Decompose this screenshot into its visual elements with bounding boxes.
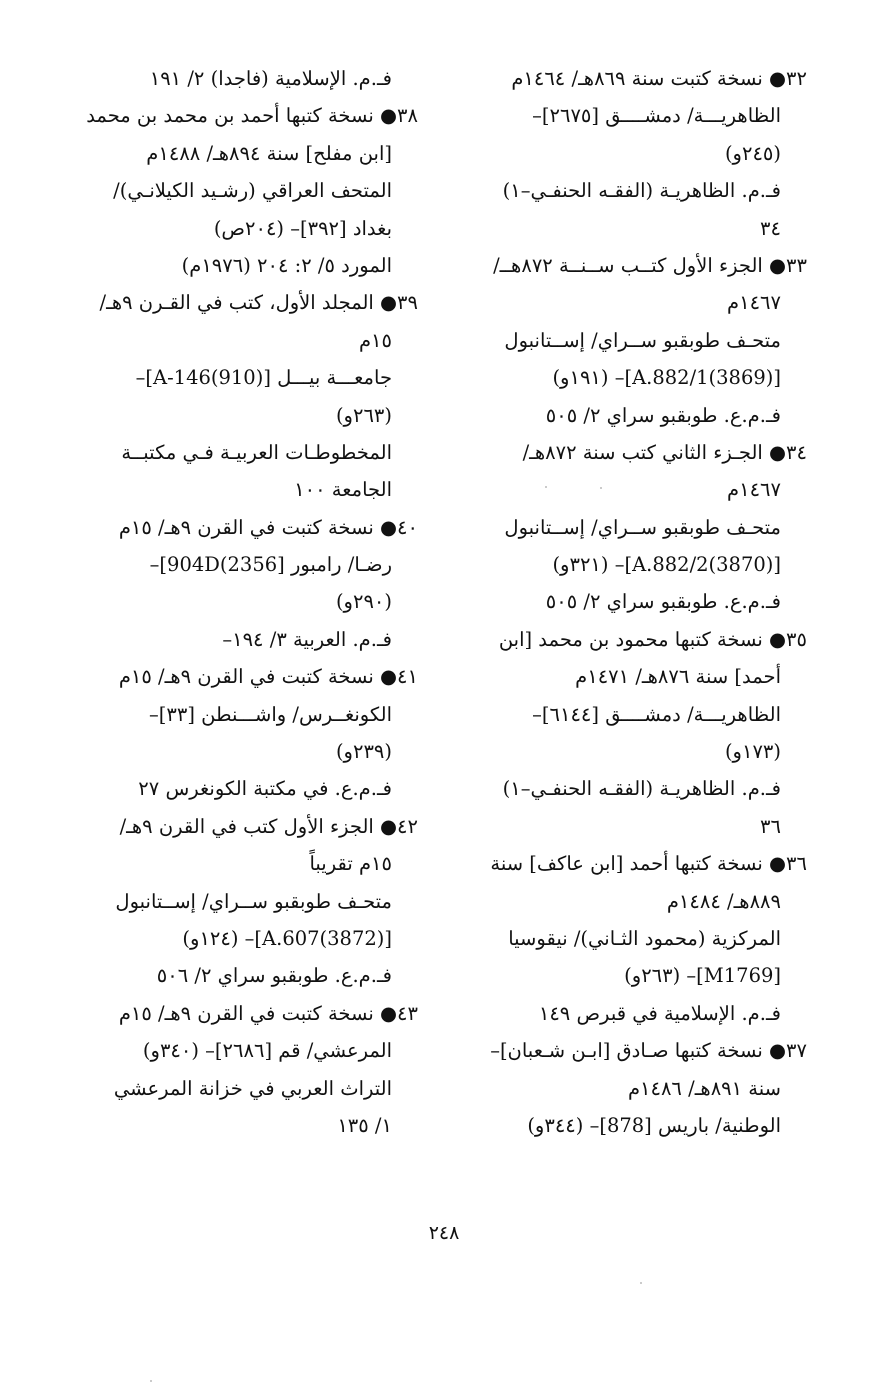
text-line: ٣٣● الجزء الأول كتــب ســنــة ٨٧٢هــ/ [493, 253, 807, 277]
text-line: [A.607(3872)]– (١٢٤و) [182, 926, 392, 950]
text-line: فـ.م. العربية ٣/ ١٩٤– [222, 627, 392, 651]
text-line: فـ.م. الظاهريـة (الفقـه الحنفـي–١) [502, 777, 781, 801]
text-line: ١٥م تقريباً [309, 852, 392, 876]
text-line: ٤٢● الجزء الأول كتب في القرن ٩هـ/ [119, 814, 418, 838]
text-line: المتحف العراقي (رشـيد الكيلانـي)/ [113, 179, 392, 203]
text-line: [A.882/1(3869)]– (١٩١و) [552, 366, 781, 390]
left-column [68, 60, 418, 1144]
text-line: [A.882/2(3870)]– (٣٢١و) [552, 553, 781, 577]
text-line: ٤٠● نسخة كتبت في القرن ٩هـ/ ١٥م [118, 515, 418, 539]
text-line: فـ.م. الإسلامية في قبرص ١٤٩ [538, 1001, 781, 1025]
text-line: ١٤٦٧م [727, 478, 781, 502]
text-line: ٣٩● المجلد الأول، كتب في القـرن ٩هـ/ [99, 291, 418, 315]
text-line: ٣٥● نسخة كتبها محمود بن محمد [ابن [498, 627, 807, 651]
text-line: فـ.م.ع. طوبقبو سراي ٢/ ٥٠٥ [545, 590, 781, 614]
text-line: ٤٣● نسخة كتبت في القرن ٩هـ/ ١٥م [118, 1001, 418, 1025]
text-line: المخطوطـات العربيـة فـي مكتبــة [121, 440, 392, 464]
text-line: ٨٨٩هـ/ ١٤٨٤م [666, 889, 781, 913]
text-line: فـ.م. الظاهريـة (الفقـه الحنفـي–١) [502, 179, 781, 203]
text-line: أحمد] سنة ٨٧٦هـ/ ١٤٧١م [575, 665, 781, 689]
text-line: الكونغــرس/ واشـــنطن [٣٣]– [149, 702, 392, 726]
text-line: الظاهريـــة/ دمشــــق [٢٦٧٥]– [532, 104, 781, 128]
text-line: (٢٤٥و) [724, 141, 781, 165]
text-line: [ابن مفلح] سنة ٨٩٤هـ/ ١٤٨٨م [146, 141, 392, 165]
text-line: (٢٣٩و) [335, 740, 392, 764]
text-line: ١/ ١٣٥ [337, 1113, 392, 1137]
right-column [455, 60, 807, 1144]
text-line: فـ.م. الإسلامية (فاجدا) ٢/ ١٩١ [149, 67, 392, 90]
text-line: فـ.م.ع. طوبقبو سراي ٢/ ٥٠٦ [156, 964, 392, 988]
text-line: ١٥م [358, 328, 392, 352]
text-line: متحـف طوبقبو ســراي/ إســتانبول [504, 328, 781, 352]
scan-speck [150, 1380, 152, 1382]
text-line: التراث العربي في خزانة المرعشي [113, 1076, 392, 1100]
text-line: المورد ٥/ ٢: ٢٠٤ (١٩٧٦م) [181, 253, 392, 277]
text-line: (٢٩٠و) [335, 590, 392, 614]
text-line: ٣٤ [760, 216, 781, 240]
text-line: ٣٧● نسخة كتبها صـادق [ابـن شـعبان]– [490, 1039, 807, 1063]
text-line: ٣٢● نسخة كتبت سنة ٨٦٩هـ/ ١٤٦٤م [511, 67, 807, 90]
scan-speck [640, 1282, 642, 1284]
scan-speck [545, 486, 547, 488]
text-line: رضـا/ رامبور [2356)904D]– [149, 553, 392, 577]
page-number: ٢٤٨ [428, 1222, 460, 1244]
text-line: ٤١● نسخة كتبت في القرن ٩هـ/ ١٥م [118, 665, 418, 689]
text-line: فـ.م.ع. في مكتبة الكونغرس ٢٧ [138, 777, 392, 801]
text-line: جامعـــة بيـــل [A-146(910)]– [135, 366, 392, 390]
text-line: الوطنية/ باريس [878]– (٣٤٤و) [527, 1113, 781, 1137]
text-line: الظاهريـــة/ دمشــــق [٦١٤٤]– [532, 702, 781, 726]
text-line: متحـف طوبقبو ســراي/ إســتانبول [504, 515, 781, 539]
text-line: ٣٦● نسخة كتبها أحمد [ابن عاكف] سنة [490, 852, 807, 876]
text-line: [M1769]– (٢٦٣و) [624, 964, 781, 988]
scan-speck [600, 487, 602, 489]
text-line: المركزية (محمود الثـاني)/ نيقوسيا [508, 926, 781, 950]
text-line: (٢٦٣و) [335, 403, 392, 427]
text-line: فـ.م.ع. طوبقبو سراي ٢/ ٥٠٥ [545, 403, 781, 427]
text-line: ٣٨● نسخة كتبها أحمد بن محمد بن محمد [86, 104, 418, 128]
text-line: ٣٤● الجـزء الثاني كتب سنة ٨٧٢هـ/ [522, 440, 807, 464]
text-line: الجامعة ١٠٠ [294, 478, 392, 502]
text-line: ١٤٦٧م [727, 291, 781, 315]
text-line: المرعشي/ قم [٢٦٨٦]– (٣٤٠و) [142, 1039, 392, 1063]
text-line: متحـف طوبقبو ســراي/ إســتانبول [115, 889, 392, 913]
text-line: ٣٦ [760, 814, 781, 838]
text-line: سنة ٨٩١هـ/ ١٤٨٦م [627, 1076, 781, 1100]
text-line: (١٧٣و) [724, 740, 781, 764]
text-line: بغداد [٣٩٢]– (٢٠٤ص) [213, 216, 392, 240]
